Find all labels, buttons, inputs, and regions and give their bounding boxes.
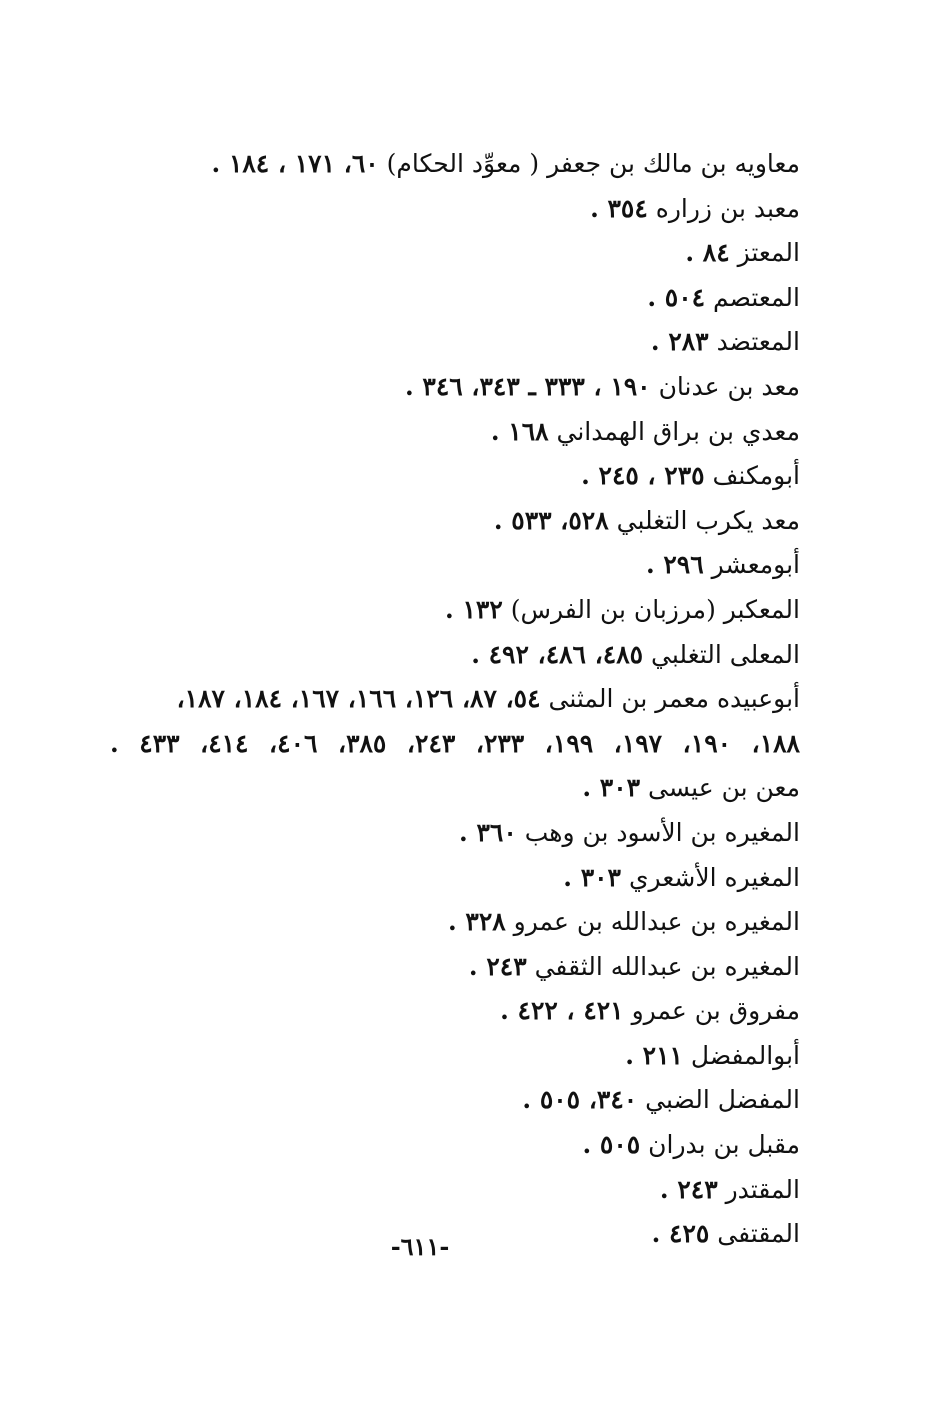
entry-pages: ٦٠، ١٧١ ، ١٨٤ . bbox=[211, 149, 379, 178]
entry-pages: ١٨٨، ١٩٠، ١٩٧، ١٩٩، ٢٣٣، ٢٤٣، ٣٨٥، ٤٠٦، ٤١٤، ٤٣٣ . bbox=[110, 728, 800, 758]
entry-name: أبوعبيده معمر بن المثنى bbox=[548, 684, 800, 714]
entry-pages: ٢٣٥ ، ٢٤٥ . bbox=[581, 461, 705, 491]
entry-name: المفضل الضبي bbox=[645, 1085, 800, 1115]
entry-name: معن بن عيسى bbox=[648, 773, 800, 803]
index-entry bbox=[110, 633, 800, 678]
index-entry bbox=[110, 1123, 800, 1168]
entry-name: معد بن عدنان bbox=[658, 371, 800, 401]
entry-name: المعلى التغلبي bbox=[651, 639, 800, 669]
entry-name: المعكبر (مرزبان بن الفرس) bbox=[510, 594, 800, 624]
index-entry bbox=[110, 722, 800, 767]
index-entry bbox=[110, 231, 800, 276]
index-entry bbox=[110, 588, 800, 633]
entry-name: المغيره بن عبدالله الثقفي bbox=[534, 951, 800, 981]
entry-name: أبومكنف bbox=[712, 461, 800, 491]
index-entry bbox=[110, 945, 800, 990]
entry-name: معدي بن براق الهمداني bbox=[556, 416, 800, 446]
entry-pages: ٣٢٨ . bbox=[447, 907, 506, 937]
page-number: -٦١١- bbox=[390, 1232, 450, 1261]
index-entries bbox=[110, 142, 800, 1257]
entry-pages: ٥٠٥ . bbox=[582, 1130, 641, 1160]
index-entry bbox=[110, 811, 800, 856]
index-entry bbox=[110, 543, 800, 588]
entry-pages: ٣٠٣ . bbox=[563, 862, 621, 892]
entry-pages: ٥٢٨، ٥٣٣ . bbox=[493, 505, 609, 535]
entry-name: المغيره بن الأسود بن وهب bbox=[524, 817, 800, 847]
entry-name: معبد بن زراره bbox=[655, 193, 800, 223]
entry-pages: ٤٢١ ، ٤٢٢ . bbox=[500, 996, 624, 1026]
entry-name: المعتصم bbox=[713, 282, 800, 312]
entry-pages: ٤٨٥، ٤٨٦، ٤٩٢ . bbox=[471, 639, 644, 669]
index-entry bbox=[110, 766, 800, 811]
entry-pages: ١٦٨ . bbox=[490, 416, 549, 446]
entry-name: أبومعشر bbox=[711, 550, 800, 580]
entry-pages: ١٩٠ ، ٣٣٣ ـ ٣٤٣، ٣٤٦ . bbox=[405, 371, 651, 401]
index-entry bbox=[110, 677, 800, 722]
entry-name: المغيره الأشعري bbox=[628, 862, 800, 892]
entry-name: معاويه بن مالك بن جعفر ( معوِّد الحكام) bbox=[386, 149, 800, 178]
entry-pages: ٢٨٣ . bbox=[650, 327, 709, 357]
index-entry bbox=[110, 142, 800, 187]
entry-name: المقتدر bbox=[725, 1174, 800, 1204]
entry-name: المعتضد bbox=[716, 327, 800, 357]
entry-name: المقتفى bbox=[717, 1219, 800, 1249]
entry-pages: ٢١١ . bbox=[625, 1040, 683, 1070]
entry-name: معد يكرب التغلبي bbox=[616, 505, 800, 535]
index-entry bbox=[110, 1034, 800, 1079]
entry-pages: ٣٠٣ . bbox=[582, 773, 641, 803]
index-entry bbox=[110, 1078, 800, 1123]
entry-name: مفروق بن عمرو bbox=[631, 996, 800, 1026]
index-entry bbox=[110, 320, 800, 365]
index-entry bbox=[110, 900, 800, 945]
entry-pages: ١٣٢ . bbox=[445, 594, 503, 624]
entry-name: المعتز bbox=[737, 238, 800, 268]
index-entry bbox=[110, 276, 800, 321]
entry-pages: ٥٤، ٨٧، ١٢٦، ١٦٦، ١٦٧، ١٨٤، ١٨٧، bbox=[176, 684, 541, 714]
entry-name: المغيره بن عبدالله بن عمرو bbox=[513, 907, 800, 937]
index-entry bbox=[110, 365, 800, 410]
entry-pages: ٤٢٥ . bbox=[651, 1219, 710, 1249]
index-entry bbox=[110, 410, 800, 455]
index-entry bbox=[110, 187, 800, 232]
index-entry bbox=[110, 1168, 800, 1213]
index-entry bbox=[110, 454, 800, 499]
entry-pages: ٢٩٦ . bbox=[645, 550, 704, 580]
entry-pages: ٣٥٤ . bbox=[590, 193, 648, 223]
index-entry bbox=[110, 856, 800, 901]
entry-pages: ٢٤٣ . bbox=[468, 951, 527, 981]
entry-pages: ٢٤٣ . bbox=[659, 1174, 718, 1204]
entry-pages: ٥٠٤ . bbox=[647, 282, 706, 312]
entry-pages: ٨٤ . bbox=[685, 238, 730, 268]
index-entry bbox=[110, 989, 800, 1034]
entry-pages: ٣٤٠، ٥٠٥ . bbox=[522, 1085, 638, 1115]
entry-pages: ٣٦٠ . bbox=[459, 817, 517, 847]
entry-name: مقبل بن بدران bbox=[648, 1130, 800, 1160]
index-entry bbox=[110, 499, 800, 544]
entry-name: أبوالمفضل bbox=[690, 1040, 800, 1070]
